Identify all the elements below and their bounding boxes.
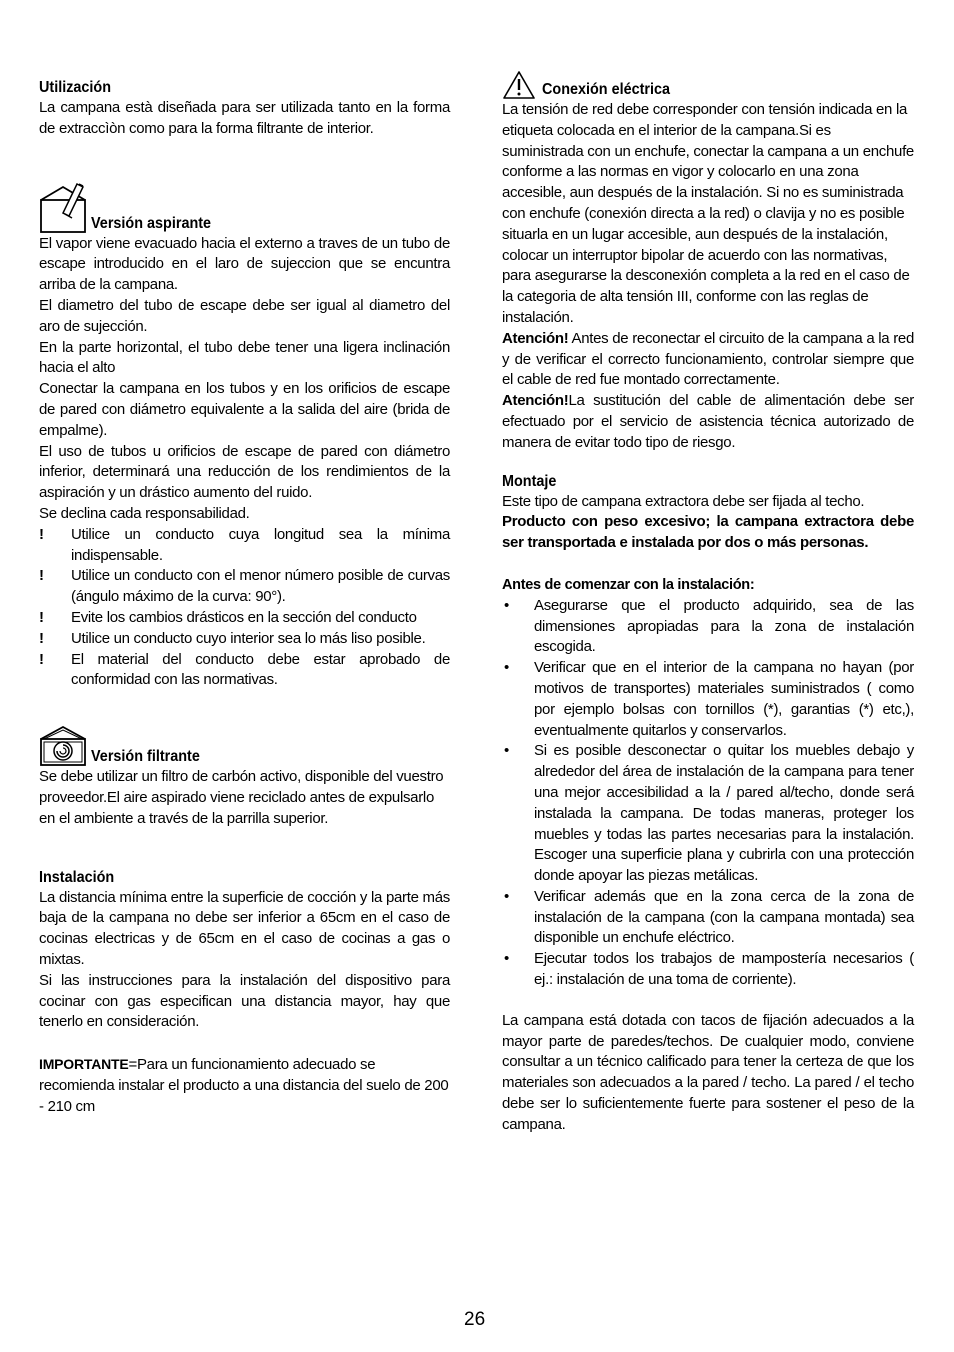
paragraph: Si las instrucciones para la instalación del dispositivo para cocinar con gas especifican una distancia mayor, hay que tenerlo en consideración. [39, 971, 450, 1031]
paragraph: Se declina cada responsabilidad. [39, 504, 250, 522]
section-instalacion [39, 868, 450, 1118]
list-item: • Asegurarse que el producto adquirido, sea de las dimensiones apropiadas para la zona de instalación escogida. [504, 596, 914, 656]
list-item: • Verificar además que en la zona cerca de la zona de instalación de la campana (con la campana montada) sea disponible un enchufe eléctrico. [504, 887, 914, 947]
paragraph: Atención!La sustitución del cable de alimentación debe ser efectuado por el servicio de asistencia técnica autorizado de manera de evitar todo tipo de riesgo. [502, 392, 914, 451]
list-marker: ! [39, 567, 44, 585]
section-title: Versión aspirante [91, 214, 212, 232]
left-column [39, 78, 450, 1117]
list-marker: • [504, 659, 509, 677]
page-number: 26 [464, 1309, 486, 1330]
paragraph: El diametro del tubo de escape debe ser igual al diametro del aro de sujección. [39, 296, 450, 335]
paragraph: El uso de tubos u orificios de escape de pared con diámetro inferior, determinará una reducción de los rendimientos de la aspiración y un drástico aumento del ruido. [39, 442, 450, 502]
warning-triangle-icon [502, 70, 536, 100]
duct-recommendations-list [39, 525, 450, 691]
paragraph: Conectar la campana en los tubos y en los orificios de escape de pared con diámetro equivalente a la salida del aire (brida de empalme). [39, 380, 450, 439]
house-duct-icon [39, 182, 87, 234]
list-marker: • [504, 887, 509, 905]
section-title: Utilización [39, 79, 112, 96]
list-marker: • [504, 742, 509, 760]
list-item: ! Utilice un conducto cuya longitud sea la mínima indispensable. [39, 525, 450, 564]
section-title: Instalación [39, 868, 115, 886]
paragraph: Atención! Antes de reconectar el circuito de la campana a la red y de verificar el correcto funcionamiento, controlar siempre que el cable de red fue montado correctamente. [502, 329, 914, 389]
warning-label: Atención! [502, 329, 569, 347]
list-item: ! Utilice un conducto con el menor número posible de curvas (ángulo máximo de la curva: 90°). [39, 567, 450, 606]
important-label: IMPORTANTE [39, 1056, 129, 1073]
paragraph: Se debe utilizar un filtro de carbón activo, disponible del vuestro proveedor.El aire aspirado viene reciclado antes de expulsarlo en el ambiente a través de la parrilla superior. [39, 768, 444, 827]
section-utilizacion [39, 78, 450, 140]
paragraph: Este tipo de campana extractora debe ser fijada al techo. [502, 492, 865, 510]
paragraph: La tensión de red debe corresponder con tensión indicada en la etiqueta colocada en el interior de la campana.Si es suministrada con un enchufe, conectar la campana a un enchufe conforme a las normas en vigor y colocarlo en una zona accesible, aun después de la instalación. Si no es suministrada con enchufe (conexión directa a la red) o clavija y no es posible situarla en un lugar accesible, aun después de la instalación, colocar un interruptor bipolar de acuerdo con las normativas, para asegurarse la desconexión completa a la red en el caso de la categoria de alta tensión III, conforme con las reglas de instalación. [502, 101, 914, 326]
important-note: IMPORTANTE=Para un funcionamiento adecuado se recomienda instalar el producto a una distancia del suelo de 200 - 210 cm [39, 1056, 449, 1115]
list-marker: ! [39, 650, 44, 668]
list-item: • Ejecutar todos los trabajos de mampostería necesarios ( ej.: instalación de una toma de corriente). [504, 950, 914, 989]
paragraph: La campana está dotada con tacos de fijación adecuados a la mayor parte de paredes/techos. De cualquier modo, conviene consultar a un técnico calificado para tener la certeza de que los materiales son adecuados a la pared / techo. La pared / el techo debe ser lo suficientemente fuerte para sostener el peso de la campana. [502, 1011, 914, 1133]
paragraph: El vapor viene evacuado hacia el externo a traves de un tubo de escape introducido en el laro de sujeccion que se encuntra arriba de la campana. [39, 234, 450, 294]
preinstall-checklist [502, 596, 914, 991]
paragraph: La campana està diseñada para ser utilizada tanto en la forma de extraccìòn como para la forma filtrante de interior. [39, 99, 450, 137]
section-header [39, 725, 450, 767]
section-version-aspirante [39, 182, 450, 692]
list-marker: • [504, 596, 509, 614]
warning-label: Atención! [502, 392, 569, 410]
list-marker: ! [39, 629, 44, 647]
section-version-filtrante [39, 725, 450, 829]
list-marker: ! [39, 525, 44, 543]
right-column [502, 70, 914, 1136]
list-item: • Verificar que en el interior de la campana no hayan (por motivos de transportes) materiales suministrados ( como por ejemplo bolsas con tornillos (*), garantias (*) etc,), eventualmente quitarlos y conservarlos. [504, 659, 914, 739]
section-header [39, 182, 450, 234]
weight-warning: Producto con peso excesivo; la campana extractora debe ser transportada e instalada por dos o más personas. [502, 513, 914, 552]
section-title: Conexión eléctrica [542, 81, 671, 98]
list-item: ! Evite los cambios drásticos en la sección del conducto [39, 608, 450, 629]
paragraph: En la parte horizontal, el tubo debe tener una ligera inclinación hacia el alto [39, 338, 450, 377]
section-conexion-electrica [502, 70, 914, 454]
list-marker: ! [39, 608, 44, 626]
list-item: • Si es posible desconectar o quitar los muebles debajo y alrededor del área de instalación de la campana para tener una mejor accesibilidad a la / pared al/techo, donde será instalada la campana. De todas maneras, proteger los muebles y todas las partes necesarias para la instalación. Escoger una superficie plana y cubrirla con una protección donde apoyar las piezas metálicas. [504, 742, 914, 885]
paragraph: La distancia mínima entre la superficie de cocción y la parte más baja de la campana no debe ser inferior a 65cm en el caso de cocinas electricas y de 65cm en el caso de cocinas a gas o mixtas. [39, 888, 450, 968]
list-marker: • [504, 950, 509, 968]
section-title: Versión filtrante [91, 748, 200, 766]
section-header [502, 70, 914, 100]
house-recirculation-icon [39, 725, 87, 767]
list-item: ! El material del conducto debe estar aprobado de conformidad con las normativas. [39, 650, 450, 689]
section-title: Montaje [502, 472, 557, 490]
subheading: Antes de comenzar con la instalación: [502, 576, 755, 593]
section-montaje [502, 472, 914, 1136]
list-item: ! Utilice un conducto cuyo interior sea lo más liso posible. [39, 629, 450, 650]
